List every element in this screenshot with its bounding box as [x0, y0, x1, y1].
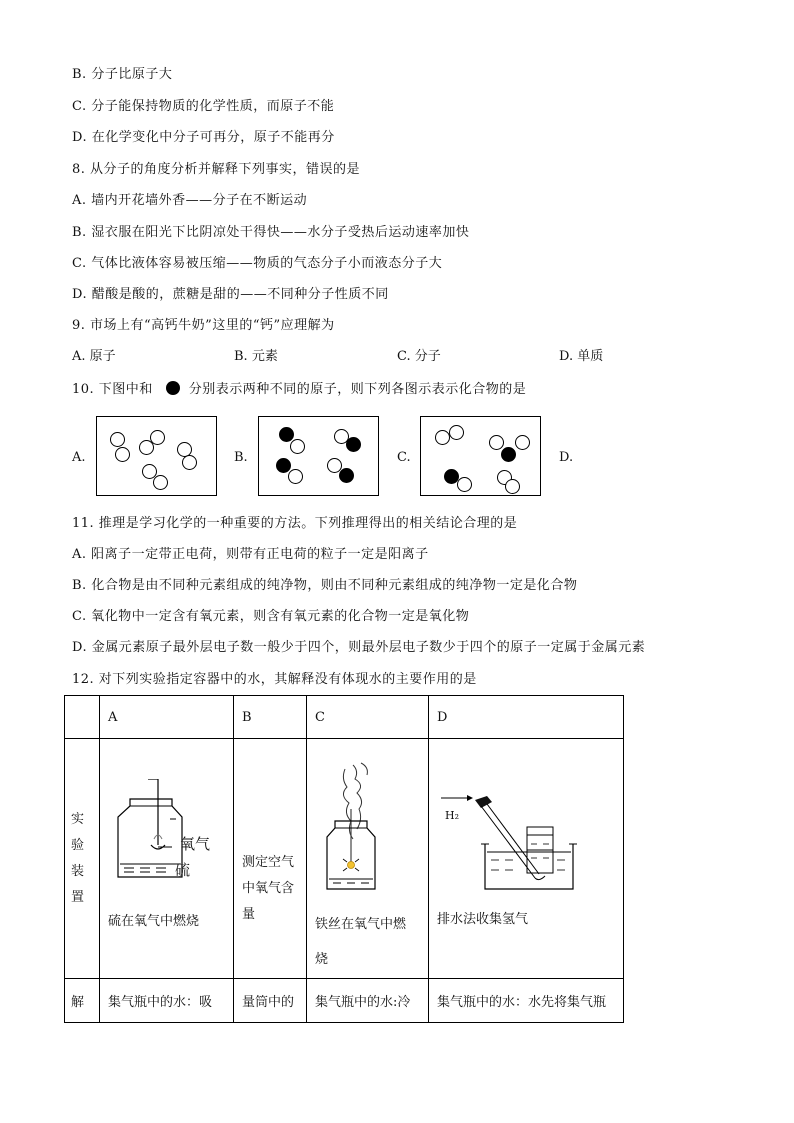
- q10-diagram-c: [420, 416, 541, 496]
- q9-option-b: B. 元素: [234, 349, 278, 364]
- row-label-char: 实: [71, 811, 85, 827]
- line-q7-d: D. 在化学变化中分子可再分，原子不能再分: [72, 130, 335, 145]
- q8-option-b: B. 湿衣服在阳光下比阴凉处干得快——水分子受热后运动速率加快: [72, 225, 470, 240]
- line-q7-b: B. 分子比原子大: [72, 67, 173, 82]
- caption-a: 硫在氧气中燃烧: [108, 914, 200, 929]
- table-apparatus-row: [65, 739, 624, 979]
- q10-text-pre: 10. 下图中和: [72, 382, 153, 397]
- header-a: A: [100, 696, 234, 739]
- q11-option-b: B. 化合物是由不同种元素组成的纯净物，则由不同种元素组成的纯净物一定是化合物: [72, 578, 578, 593]
- q9-option-a: A. 原子: [72, 349, 116, 364]
- iron-wire-burning-diagram: [317, 759, 397, 899]
- q8-option-a: A. 墙内开花墙外香——分子在不断运动: [72, 193, 308, 208]
- label-sulfur: 硫: [175, 861, 191, 879]
- white-atom-icon: [115, 447, 130, 462]
- question-8: 8. 从分子的角度分析并解释下列事实，错误的是: [72, 162, 361, 177]
- explanation-c: 集气瓶中的水:冷: [307, 979, 429, 1023]
- white-atom-icon: [449, 425, 464, 440]
- white-atom-icon: [290, 439, 305, 454]
- white-atom-icon: [139, 440, 154, 455]
- q9-option-c: C. 分子: [397, 349, 441, 364]
- black-atom-icon: [339, 468, 354, 483]
- white-atom-icon: [489, 435, 504, 450]
- table-corner-cell: [65, 696, 100, 739]
- cell-d-apparatus: [429, 739, 624, 979]
- q10-label-c: C.: [397, 450, 411, 465]
- explanation-b: 量筒中的: [234, 979, 307, 1023]
- caption-b-line: 量: [242, 906, 256, 922]
- header-b: B: [234, 696, 307, 739]
- explanation-d: 集气瓶中的水：水先将集气瓶: [429, 979, 624, 1023]
- cell-c-apparatus: [307, 739, 429, 979]
- caption-b-line: 中氧气含: [242, 880, 295, 896]
- line-q7-c: C. 分子能保持物质的化学性质，而原子不能: [72, 99, 335, 114]
- q10-label-b: B.: [234, 450, 248, 465]
- table-explanation-row: [65, 979, 624, 1023]
- label-h2: H₂: [445, 809, 460, 822]
- row-label-char: 验: [71, 837, 85, 853]
- q11-option-d: D. 金属元素原子最外层电子数一般少于四个，则最外层电子数少于四个的原子一定属于金属元素: [72, 640, 646, 655]
- caption-c-line: 铁丝在氧气中燃: [315, 917, 407, 932]
- header-c: C: [307, 696, 429, 739]
- q11-option-c: C. 氧化物中一定含有氧元素，则含有氧元素的化合物一定是氧化物: [72, 609, 470, 624]
- q10-label-a: A.: [72, 450, 86, 465]
- row-label-explanation: 解: [65, 979, 100, 1023]
- question-11: 11. 推理是学习化学的一种重要的方法。下列推理得出的相关结论合理的是: [72, 516, 518, 531]
- black-atom-icon: [501, 447, 516, 462]
- black-atom-icon: [346, 437, 361, 452]
- white-atom-icon: [288, 469, 303, 484]
- row-label-char: 置: [71, 889, 85, 905]
- experiment-table: [64, 695, 624, 1023]
- q8-option-d: D. 醋酸是酸的，蔗糖是甜的——不同种分子性质不同: [72, 287, 389, 302]
- caption-d: 排水法收集氢气: [437, 912, 529, 927]
- white-atom-icon: [153, 475, 168, 490]
- q8-option-c: C. 气体比液体容易被压缩——物质的气态分子小而液态分子大: [72, 256, 443, 271]
- q11-option-a: A. 阳离子一定带正电荷，则带有正电荷的粒子一定是阳离子: [72, 547, 429, 562]
- row-label-apparatus: [65, 739, 100, 979]
- label-oxygen: 氧气: [180, 835, 211, 853]
- white-atom-icon: [457, 477, 472, 492]
- white-atom-icon: [435, 430, 450, 445]
- q10-diagram-a: [96, 416, 217, 496]
- q10-label-d: D.: [559, 450, 574, 465]
- white-atom-icon: [182, 455, 197, 470]
- white-atom-icon: [515, 435, 530, 450]
- row-label-char: 装: [71, 863, 85, 879]
- question-10: [72, 381, 526, 398]
- cell-b-apparatus: [234, 739, 307, 979]
- white-atom-icon: [110, 432, 125, 447]
- white-atom-icon: [505, 479, 520, 494]
- hydrogen-collection-diagram: [437, 794, 607, 894]
- explanation-a: 集气瓶中的水：吸: [100, 979, 234, 1023]
- cell-a-apparatus: [100, 739, 234, 979]
- question-12: 12. 对下列实验指定容器中的水，其解释没有体现水的主要作用的是: [72, 672, 477, 687]
- caption-c-line: 烧: [315, 952, 329, 967]
- table-header-row: [65, 696, 624, 739]
- question-9: 9. 市场上有“高钙牛奶”这里的“钙”应理解为: [72, 318, 335, 333]
- q10-diagram-b: [258, 416, 379, 496]
- q10-text-post: 分别表示两种不同的原子，则下列各图示表示化合物的是: [188, 382, 527, 397]
- header-d: D: [429, 696, 624, 739]
- black-atom-icon: [166, 381, 180, 395]
- caption-b-line: 测定空气: [242, 854, 295, 870]
- q9-option-d: D. 单质: [559, 349, 604, 364]
